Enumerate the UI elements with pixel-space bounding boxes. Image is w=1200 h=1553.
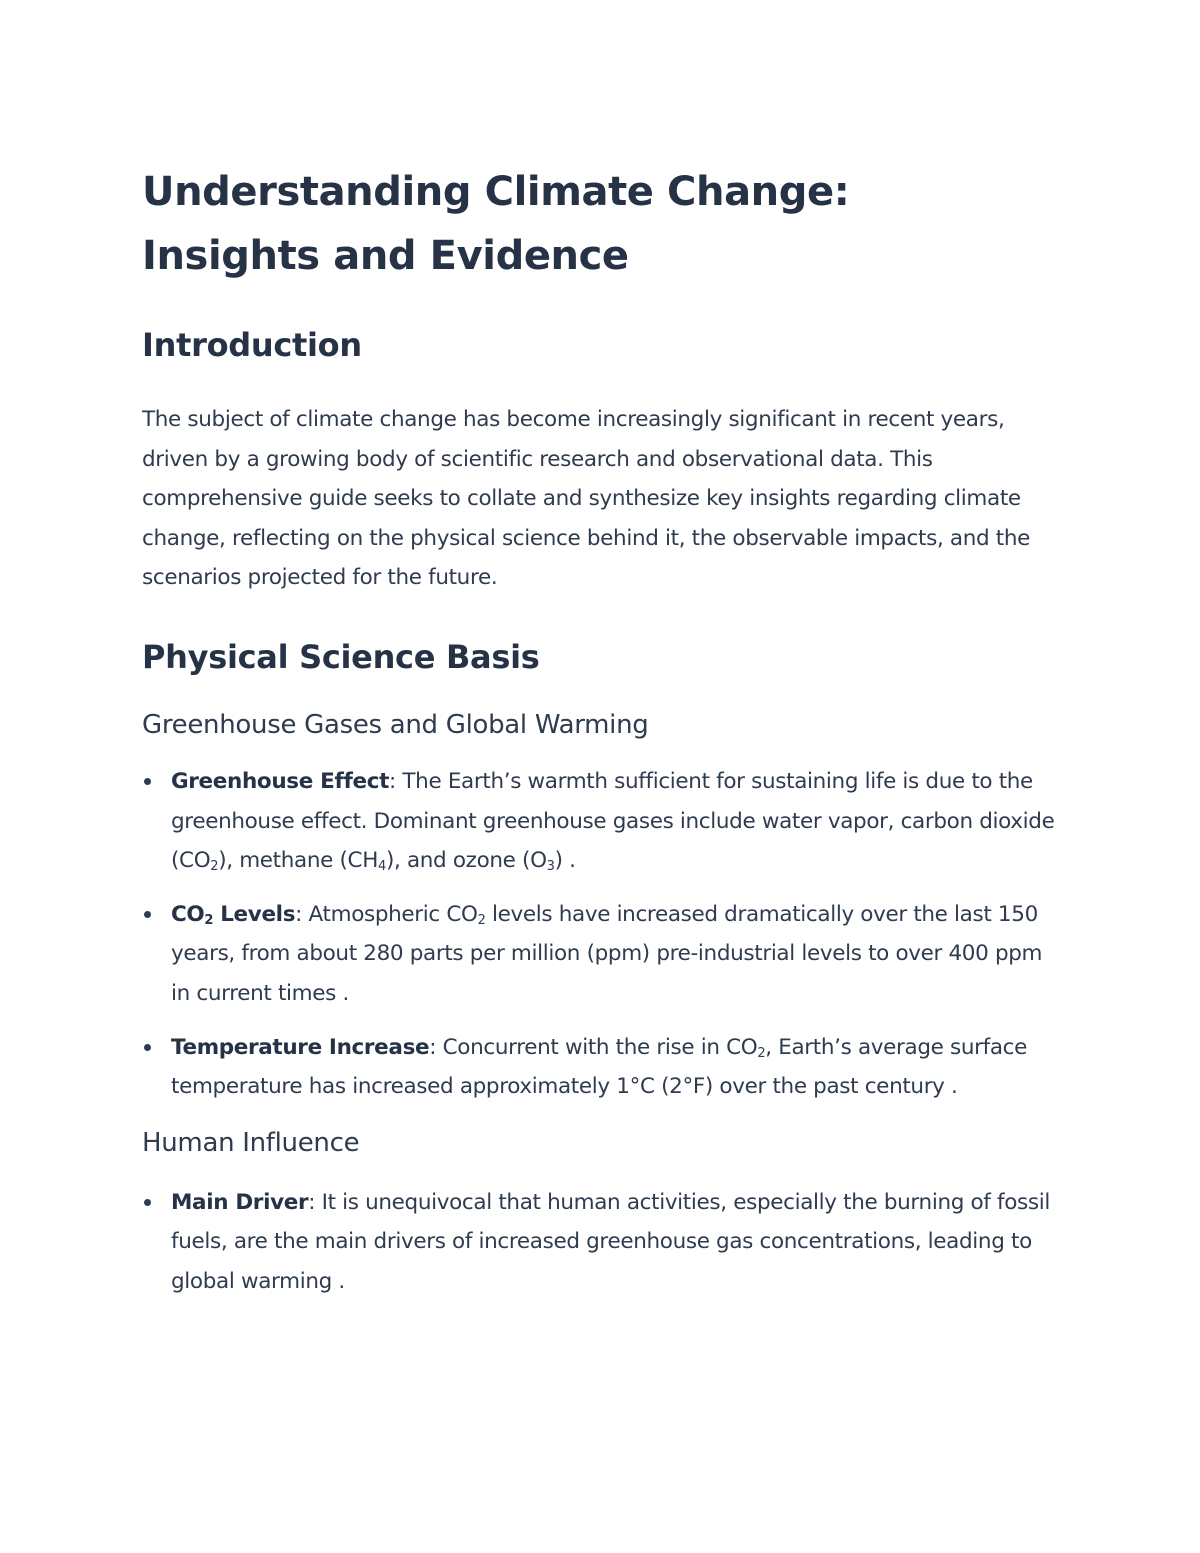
subscript: 2 (477, 912, 486, 928)
bullet-icon (144, 778, 151, 785)
human-influence-list (142, 1183, 1067, 1302)
list-item-greenhouse-effect (142, 762, 1067, 881)
title-line-2: Insights and Evidence (142, 233, 629, 279)
introduction-paragraph: The subject of climate change has become increasingly significant in recent years, driven by a growing body of scientific research and observational data. This comprehensive guide seeks to collate and synthesize key insights regarding climate change, reflecting on the physical science behind it, the observable impacts, and the scenarios projected for the future. (142, 407, 1031, 591)
introduction-heading: Introduction (142, 326, 362, 364)
greenhouse-subheading: Greenhouse Gases and Global Warming (142, 709, 649, 740)
bullet-icon (144, 1199, 151, 1206)
term-main-driver: Main Driver (171, 1189, 309, 1215)
list-item-co2-levels (142, 895, 1067, 1014)
item-text: : It is unequivocal that human activities, especially the burning of fossil fuels, are the main drivers of increased greenhouse gas concentrations, leading to global warming . (171, 1189, 1050, 1294)
title-line-1: Understanding Climate Change: (142, 169, 850, 215)
list-item-main-driver (142, 1183, 1067, 1302)
item-text: : Concurrent with the rise in CO (429, 1034, 758, 1060)
document-page (142, 160, 1067, 1316)
subscript: 3 (546, 859, 555, 875)
subscript: 2 (204, 912, 214, 928)
item-text: : The Earth’s warmth sufficient for sustaining life is due to the greenhouse effect. Dominant greenhouse gases include water vapor, carbon dioxide (CO (171, 768, 1055, 874)
item-text: ), and ozone (O (385, 848, 547, 874)
list-item-temperature-increase (142, 1028, 1067, 1107)
greenhouse-list (142, 762, 1067, 1107)
human-influence-subheading: Human Influence (142, 1127, 360, 1158)
term-co2-levels (171, 902, 295, 927)
subscript: 2 (210, 859, 219, 875)
bullet-icon (144, 911, 151, 918)
item-text: levels have increased dramatically over the last 150 years, from about 280 parts per million (ppm) pre-industrial levels to over 400 ppm in current times . (171, 901, 1043, 1006)
item-text: , Earth’s average surface temperature has increased approximately 1°C (2°F) over the past century . (171, 1034, 1028, 1100)
term-greenhouse-effect: Greenhouse Effect (171, 768, 390, 794)
term-text: Levels (213, 901, 296, 927)
subscript: 4 (378, 859, 386, 875)
item-text: ) . (554, 848, 576, 874)
term-text: CO (171, 901, 205, 927)
bullet-icon (144, 1044, 151, 1051)
item-text: : Atmospheric CO (295, 901, 478, 927)
physical-science-heading: Physical Science Basis (142, 637, 540, 676)
term-temperature-increase: Temperature Increase (171, 1034, 430, 1060)
document-title (142, 160, 1067, 288)
subscript: 2 (757, 1045, 766, 1061)
item-text: ), methane (CH (218, 848, 379, 874)
